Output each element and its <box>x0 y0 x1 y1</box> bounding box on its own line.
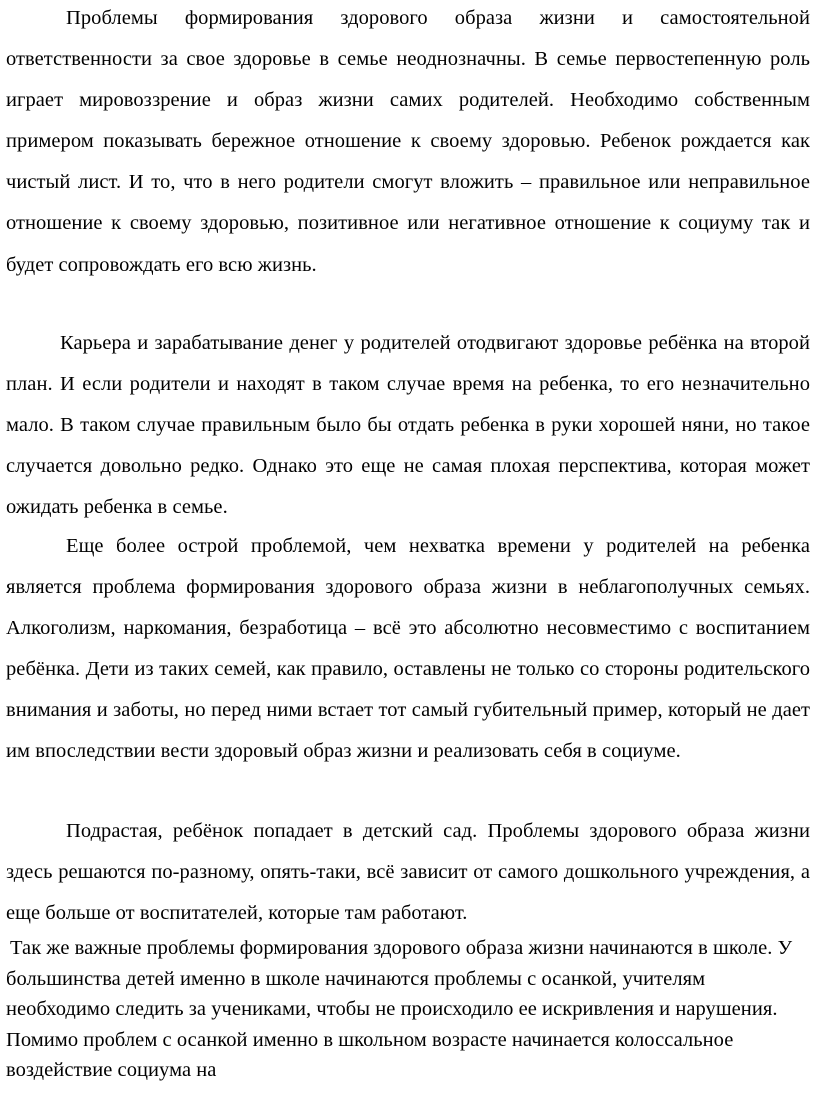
paragraph-school: Так же важные проблемы формирования здорового образа жизни начинаются в школе. У большинства детей именно в школе начинаются проблемы с осанкой, учителям необходимо следить за учениками, чтобы не происходило ее искривления и нарушения. Помимо проблем с осанкой именно в школьном возрасте начинается колоссальное воздействие социума на <box>6 937 793 1082</box>
paragraph-kindergarten: Подрастая, ребёнок попадает в детский сад. Проблемы здорового образа жизни здесь решаются по-разному, опять-таки, всё зависит от самого дошкольного учреждения, а еще больше от воспитателей, которые там работают. <box>6 820 810 925</box>
paragraph-family-health-problems: Проблемы формирования здорового образа жизни и самостоятельной ответственности за свое здоровье в семье неоднозначны. В семье первостепенную роль играет мировоззрение и образ жизни самих родителей. Необходимо собственным примером показывать бережное отношение к своему здоровью. Ребенок рождается как чистый лист. И то, что в него родители смогут вложить – правильное или неправильное отношение к своему здоровью, позитивное или негативное отношение к социуму так и будет сопровождать его всю жизнь. <box>6 7 810 276</box>
paragraph-dysfunctional-families: Еще более острой проблемой, чем нехватка времени у родителей на ребенка является проблема формирования здорового образа жизни в неблагополучных семьях. Алкоголизм, наркомания, безработица – всё это абсолютно несовместимо с воспитанием ребёнка. Дети из таких семей, как правило, оставлены не только со стороны родительского внимания и заботы, но перед ними встает тот самый губительный пример, который не дает им впоследствии вести здоровый образ жизни и реализовать себя в социуме. <box>6 535 810 763</box>
paragraph-career-and-money: Карьера и зарабатывание денег у родителей отодвигают здоровье ребёнка на второй план. И если родители и находят в таком случае время на ребенка, то его незначительно мало. В таком случае правильным было бы отдать ребенка в руки хорошей няни, но такое случается довольно редко. Однако это еще не самая плохая перспектива, которая может ожидать ребенка в семье. <box>6 332 810 519</box>
